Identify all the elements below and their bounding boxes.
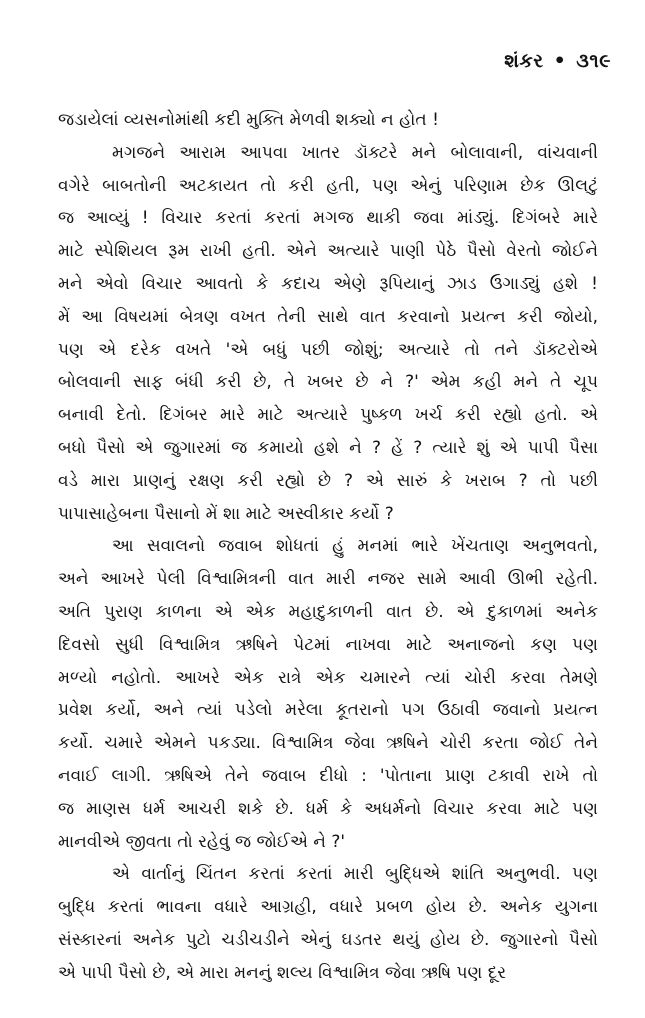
text-line: વડે મારા પ્રાણનું રક્ષણ કરી રહ્યો છે ? એ સારું કે ખરાબ ? તો પછી [58, 470, 598, 491]
text-line: માનવીએ જીવતા તો રહેવું જ જોઈએ ને ?' [58, 831, 346, 852]
text-line: એ વાર્તાનું ચિંતન કરતાં કરતાં મારી બુદ્ધિએ શાંતિ અનુભવી. પણ [112, 864, 598, 885]
chapter-title: શંકર [504, 50, 544, 72]
text-line: માટે સ્પેશિયલ રૂમ રાખી હતી. એને અત્યારે પાણી પેઠે પૈસો વેરતો જોઈને [58, 241, 598, 262]
header-separator: • [553, 50, 567, 72]
text-line: પ્રવેશ કર્યો, અને ત્યાં પડેલો મરેલા કૂતરાનો પગ ઉઠાવી જવાનો પ્રયત્ન [58, 700, 598, 721]
text-line: મળ્યો નહોતો. આખરે એક રાત્રે એક ચમારને ત્યાં ચોરી કરવા તેમણે [58, 667, 598, 688]
text-line: આ સવાલનો જવાબ શોધતાં હું મનમાં ભારે ખેંચતાણ અનુભવતો, [112, 536, 598, 557]
body-text [58, 104, 598, 990]
paragraph [58, 137, 598, 531]
paragraph [58, 104, 598, 137]
text-line: કર્યો. ચમારે એમને પકડ્યા. વિશ્વામિત્ર જેવા ઋષિને ચોરી કરતા જોઈ તેને [58, 733, 598, 754]
text-line: એ પાપી પૈસો છે, એ મારા મનનું શલ્ય વિશ્વામિત્ર જેવા ઋષિ પણ દૂર [58, 962, 507, 983]
page-number: ૩૧૯ [576, 50, 611, 72]
text-line: બધો પૈસો એ જુગારમાં જ કમાયો હશે ને ? હેં ? ત્યારે શું એ પાપી પૈસા [58, 437, 598, 458]
text-line: પણ એ દરેક વખતે 'એ બધું પછી જોશું; અત્યારે તો તને ડૉક્ટરોએ [58, 339, 598, 360]
text-line: મગજને આરામ આપવા ખાતર ડૉક્ટરે મને બોલાવાની, વાંચવાની [112, 142, 598, 163]
text-line: જ આવ્યું ! વિચાર કરતાં કરતાં મગજ થાકી જવા માંડ્યું. દિગંબરે મારે [58, 208, 598, 229]
text-line: દિવસો સુધી વિશ્વામિત્ર ઋષિને પેટમાં નાખવા માટે અનાજનો કણ પણ [58, 634, 598, 655]
text-line: પાપાસાહેબના પૈસાનો મેં શા માટે અસ્વીકાર કર્યો ? [58, 503, 394, 524]
text-line: જ માણસ ધર્મ આચરી શકે છે. ધર્મ કે અધર્મનો વિચાર કરવા માટે પણ [58, 798, 598, 819]
paragraph [58, 530, 598, 858]
text-line: મેં આ વિષયમાં બેત્રણ વખત તેની સાથે વાત કરવાનો પ્રયત્ન કરી જોયો, [58, 306, 598, 327]
text-line: બુદ્ધિ કરતાં ભાવના વધારે આગ્રહી, વધારે પ્રબળ હોય છે. અનેક યુગના [58, 897, 598, 918]
text-line: જડાયેલાં વ્યસનોમાંથી કદી મુક્તિ મેળવી શક્યો ન હોત ! [58, 110, 439, 130]
text-line: સંસ્કારનાં અનેક પુટો ચડીચડીને એનું ઘડતર થયું હોય છે. જુગારનો પૈસો [58, 929, 598, 950]
text-line: અને આખરે પેલી વિશ્વામિત્રની વાત મારી નજર સામે આવી ઊભી રહેતી. [58, 569, 598, 590]
paragraph [58, 858, 598, 989]
text-line: બનાવી દેતો. દિગંબર મારે માટે અત્યારે પુષ્કળ ખર્ચ કરી રહ્યો હતો. એ [58, 405, 598, 426]
text-line: મને એવો વિચાર આવતો કે કદાચ એણે રૂપિયાનું ઝાડ ઉગાડ્યું હશે ! [58, 273, 598, 294]
running-header [504, 50, 611, 72]
text-line: નવાઈ લાગી. ઋષિએ તેને જવાબ દીધો : 'પોતાના પ્રાણ ટકાવી રાખે તો [58, 765, 598, 786]
text-line: વગેરે બાબતોની અટકાયત તો કરી હતી, પણ એનું પરિણામ છેક ઊલટું [58, 175, 598, 196]
text-line: અતિ પુરાણ કાળના એ એક મહાદુકાળની વાત છે. એ દુકાળમાં અનેક [58, 601, 598, 622]
text-line: બોલવાની સાફ બંધી કરી છે, તે ખબર છે ને ?' એમ કહી મને તે ચૂપ [58, 372, 598, 393]
